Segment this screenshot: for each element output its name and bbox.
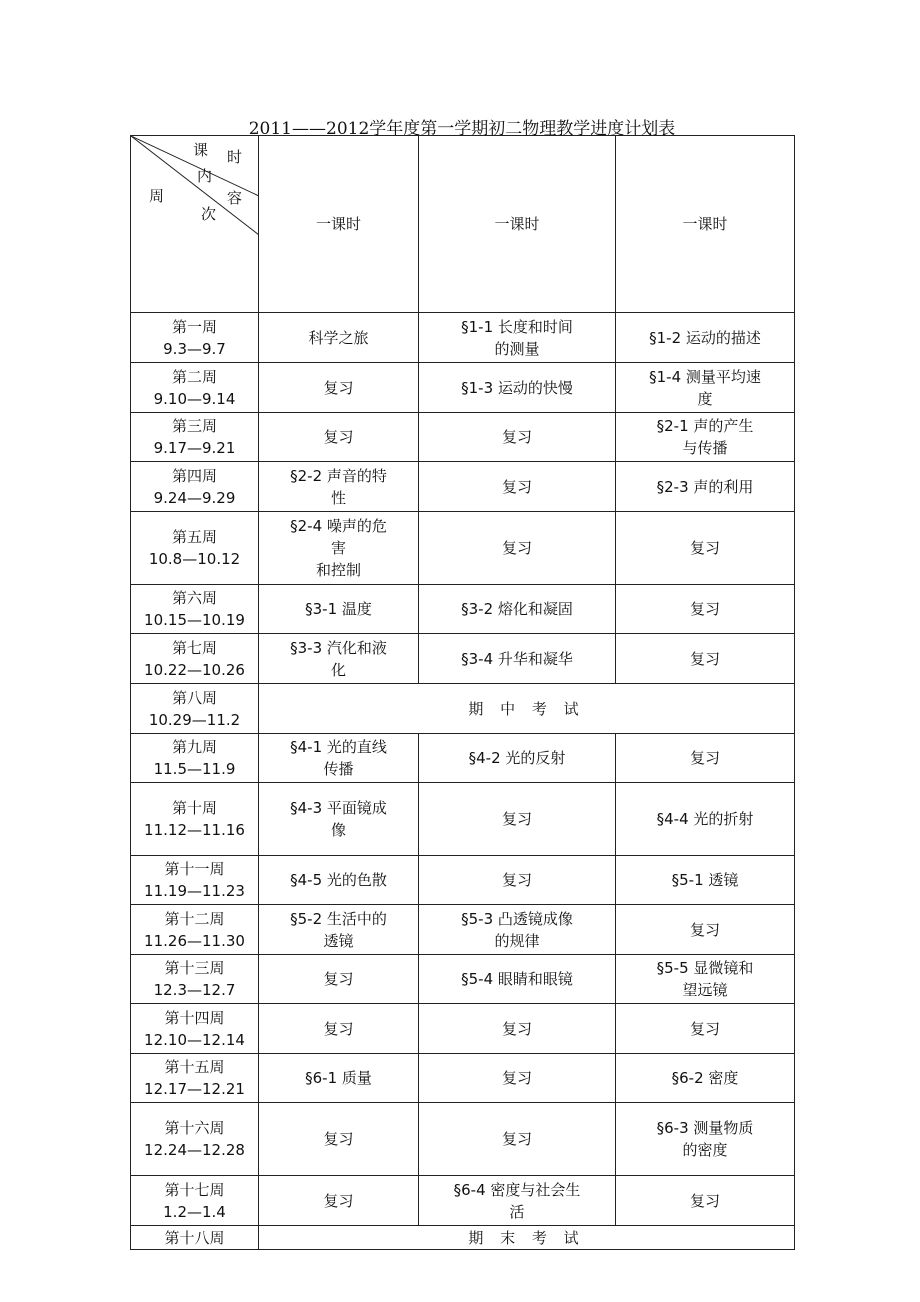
- lesson-cell: §6-1 质量: [259, 1054, 419, 1103]
- lesson-cell: 复习: [259, 1176, 419, 1226]
- table-row: [131, 634, 795, 684]
- week-cell: 第十四周 12.10—12.14: [131, 1004, 259, 1054]
- lesson-cell: 复习: [616, 512, 795, 585]
- diag-label-zhou: 周: [149, 187, 165, 205]
- table-row: [131, 1103, 795, 1176]
- table-row: [131, 734, 795, 783]
- column-header: 一课时: [419, 136, 616, 313]
- lesson-cell: §3-1 温度: [259, 585, 419, 634]
- week-cell: 第三周 9.17—9.21: [131, 413, 259, 462]
- table-row: [131, 905, 795, 955]
- lesson-cell: §2-3 声的利用: [616, 462, 795, 512]
- lesson-cell: §2-4 噪声的危 害 和控制: [259, 512, 419, 585]
- lesson-cell: §1-1 长度和时间 的测量: [419, 313, 616, 363]
- week-cell: 第十五周 12.17—12.21: [131, 1054, 259, 1103]
- week-cell: 第六周 10.15—10.19: [131, 585, 259, 634]
- table-row: [131, 856, 795, 905]
- diag-label-shi: 时: [227, 148, 243, 166]
- lesson-cell: §5-5 显微镜和 望远镜: [616, 955, 795, 1004]
- lesson-cell: 复习: [419, 783, 616, 856]
- lesson-cell: §4-1 光的直线 传播: [259, 734, 419, 783]
- lesson-cell: 复习: [616, 1176, 795, 1226]
- week-cell: 第四周 9.24—9.29: [131, 462, 259, 512]
- column-header: 一课时: [616, 136, 795, 313]
- diagonal-header-cell: [131, 136, 259, 313]
- lesson-cell: §5-4 眼睛和眼镜: [419, 955, 616, 1004]
- lesson-cell: §1-3 运动的快慢: [419, 363, 616, 413]
- lesson-cell: §4-4 光的折射: [616, 783, 795, 856]
- table-row: [131, 1004, 795, 1054]
- week-cell: 第十七周 1.2—1.4: [131, 1176, 259, 1226]
- table-row: [131, 1226, 795, 1250]
- diag-label-rong: 容: [227, 189, 243, 207]
- schedule-table: [130, 135, 795, 1250]
- week-cell: 第七周 10.22—10.26: [131, 634, 259, 684]
- lesson-cell: §3-3 汽化和液 化: [259, 634, 419, 684]
- diag-label-ci: 次: [201, 205, 217, 223]
- table-row: [131, 684, 795, 734]
- lesson-cell: §4-3 平面镜成 像: [259, 783, 419, 856]
- diag-label-nei: 内: [197, 167, 213, 185]
- lesson-cell: 复习: [616, 585, 795, 634]
- table-row: [131, 413, 795, 462]
- lesson-cell: §6-2 密度: [616, 1054, 795, 1103]
- lesson-cell: 复习: [419, 512, 616, 585]
- week-cell: 第一周 9.3—9.7: [131, 313, 259, 363]
- lesson-cell: 复习: [259, 413, 419, 462]
- week-cell: 第十三周 12.3—12.7: [131, 955, 259, 1004]
- lesson-cell: §2-1 声的产生 与传播: [616, 413, 795, 462]
- lesson-cell: §5-1 透镜: [616, 856, 795, 905]
- lesson-cell: 复习: [419, 1054, 616, 1103]
- lesson-cell: 复习: [419, 413, 616, 462]
- lesson-cell: §2-2 声音的特 性: [259, 462, 419, 512]
- lesson-cell: §6-3 测量物质 的密度: [616, 1103, 795, 1176]
- table-row: [131, 313, 795, 363]
- lesson-cell: §4-5 光的色散: [259, 856, 419, 905]
- table-row: [131, 1054, 795, 1103]
- lesson-cell: 复习: [259, 1004, 419, 1054]
- column-header: 一课时: [259, 136, 419, 313]
- lesson-cell: 复习: [616, 905, 795, 955]
- lesson-cell: 复习: [259, 363, 419, 413]
- lesson-cell: 复习: [419, 462, 616, 512]
- lesson-cell: §3-4 升华和凝华: [419, 634, 616, 684]
- week-cell: 第十二周 11.26—11.30: [131, 905, 259, 955]
- table-row: [131, 462, 795, 512]
- header-row: [131, 136, 795, 313]
- week-cell: 第九周 11.5—11.9: [131, 734, 259, 783]
- lesson-cell: §5-2 生活中的 透镜: [259, 905, 419, 955]
- lesson-cell: §4-2 光的反射: [419, 734, 616, 783]
- table-row: [131, 585, 795, 634]
- lesson-cell: §1-2 运动的描述: [616, 313, 795, 363]
- lesson-cell: 复习: [419, 1103, 616, 1176]
- table-row: [131, 783, 795, 856]
- table-row: [131, 512, 795, 585]
- lesson-cell: §6-4 密度与社会生 活: [419, 1176, 616, 1226]
- week-cell: 第八周 10.29—11.2: [131, 684, 259, 734]
- week-cell: 第十一周 11.19—11.23: [131, 856, 259, 905]
- table-row: [131, 955, 795, 1004]
- lesson-cell: 复习: [616, 734, 795, 783]
- lesson-cell: 科学之旅: [259, 313, 419, 363]
- diag-label-ke: 课: [193, 141, 209, 159]
- page-title: 2011——2012学年度第一学期初二物理教学进度计划表: [248, 119, 676, 139]
- lesson-cell: §5-3 凸透镜成像 的规律: [419, 905, 616, 955]
- week-cell: 第十六周 12.24—12.28: [131, 1103, 259, 1176]
- week-cell: 第十八周: [131, 1226, 259, 1250]
- week-cell: 第十周 11.12—11.16: [131, 783, 259, 856]
- lesson-cell: 复习: [419, 856, 616, 905]
- lesson-cell: 复习: [259, 1103, 419, 1176]
- lesson-cell: §1-4 测量平均速 度: [616, 363, 795, 413]
- week-cell: 第二周 9.10—9.14: [131, 363, 259, 413]
- exam-cell: 期 末 考 试: [259, 1226, 795, 1250]
- lesson-cell: 复习: [616, 634, 795, 684]
- lesson-cell: 复习: [616, 1004, 795, 1054]
- week-cell: 第五周 10.8—10.12: [131, 512, 259, 585]
- table-row: [131, 1176, 795, 1226]
- lesson-cell: 复习: [259, 955, 419, 1004]
- lesson-cell: 复习: [419, 1004, 616, 1054]
- lesson-cell: §3-2 熔化和凝固: [419, 585, 616, 634]
- exam-cell: 期 中 考 试: [259, 684, 795, 734]
- table-row: [131, 363, 795, 413]
